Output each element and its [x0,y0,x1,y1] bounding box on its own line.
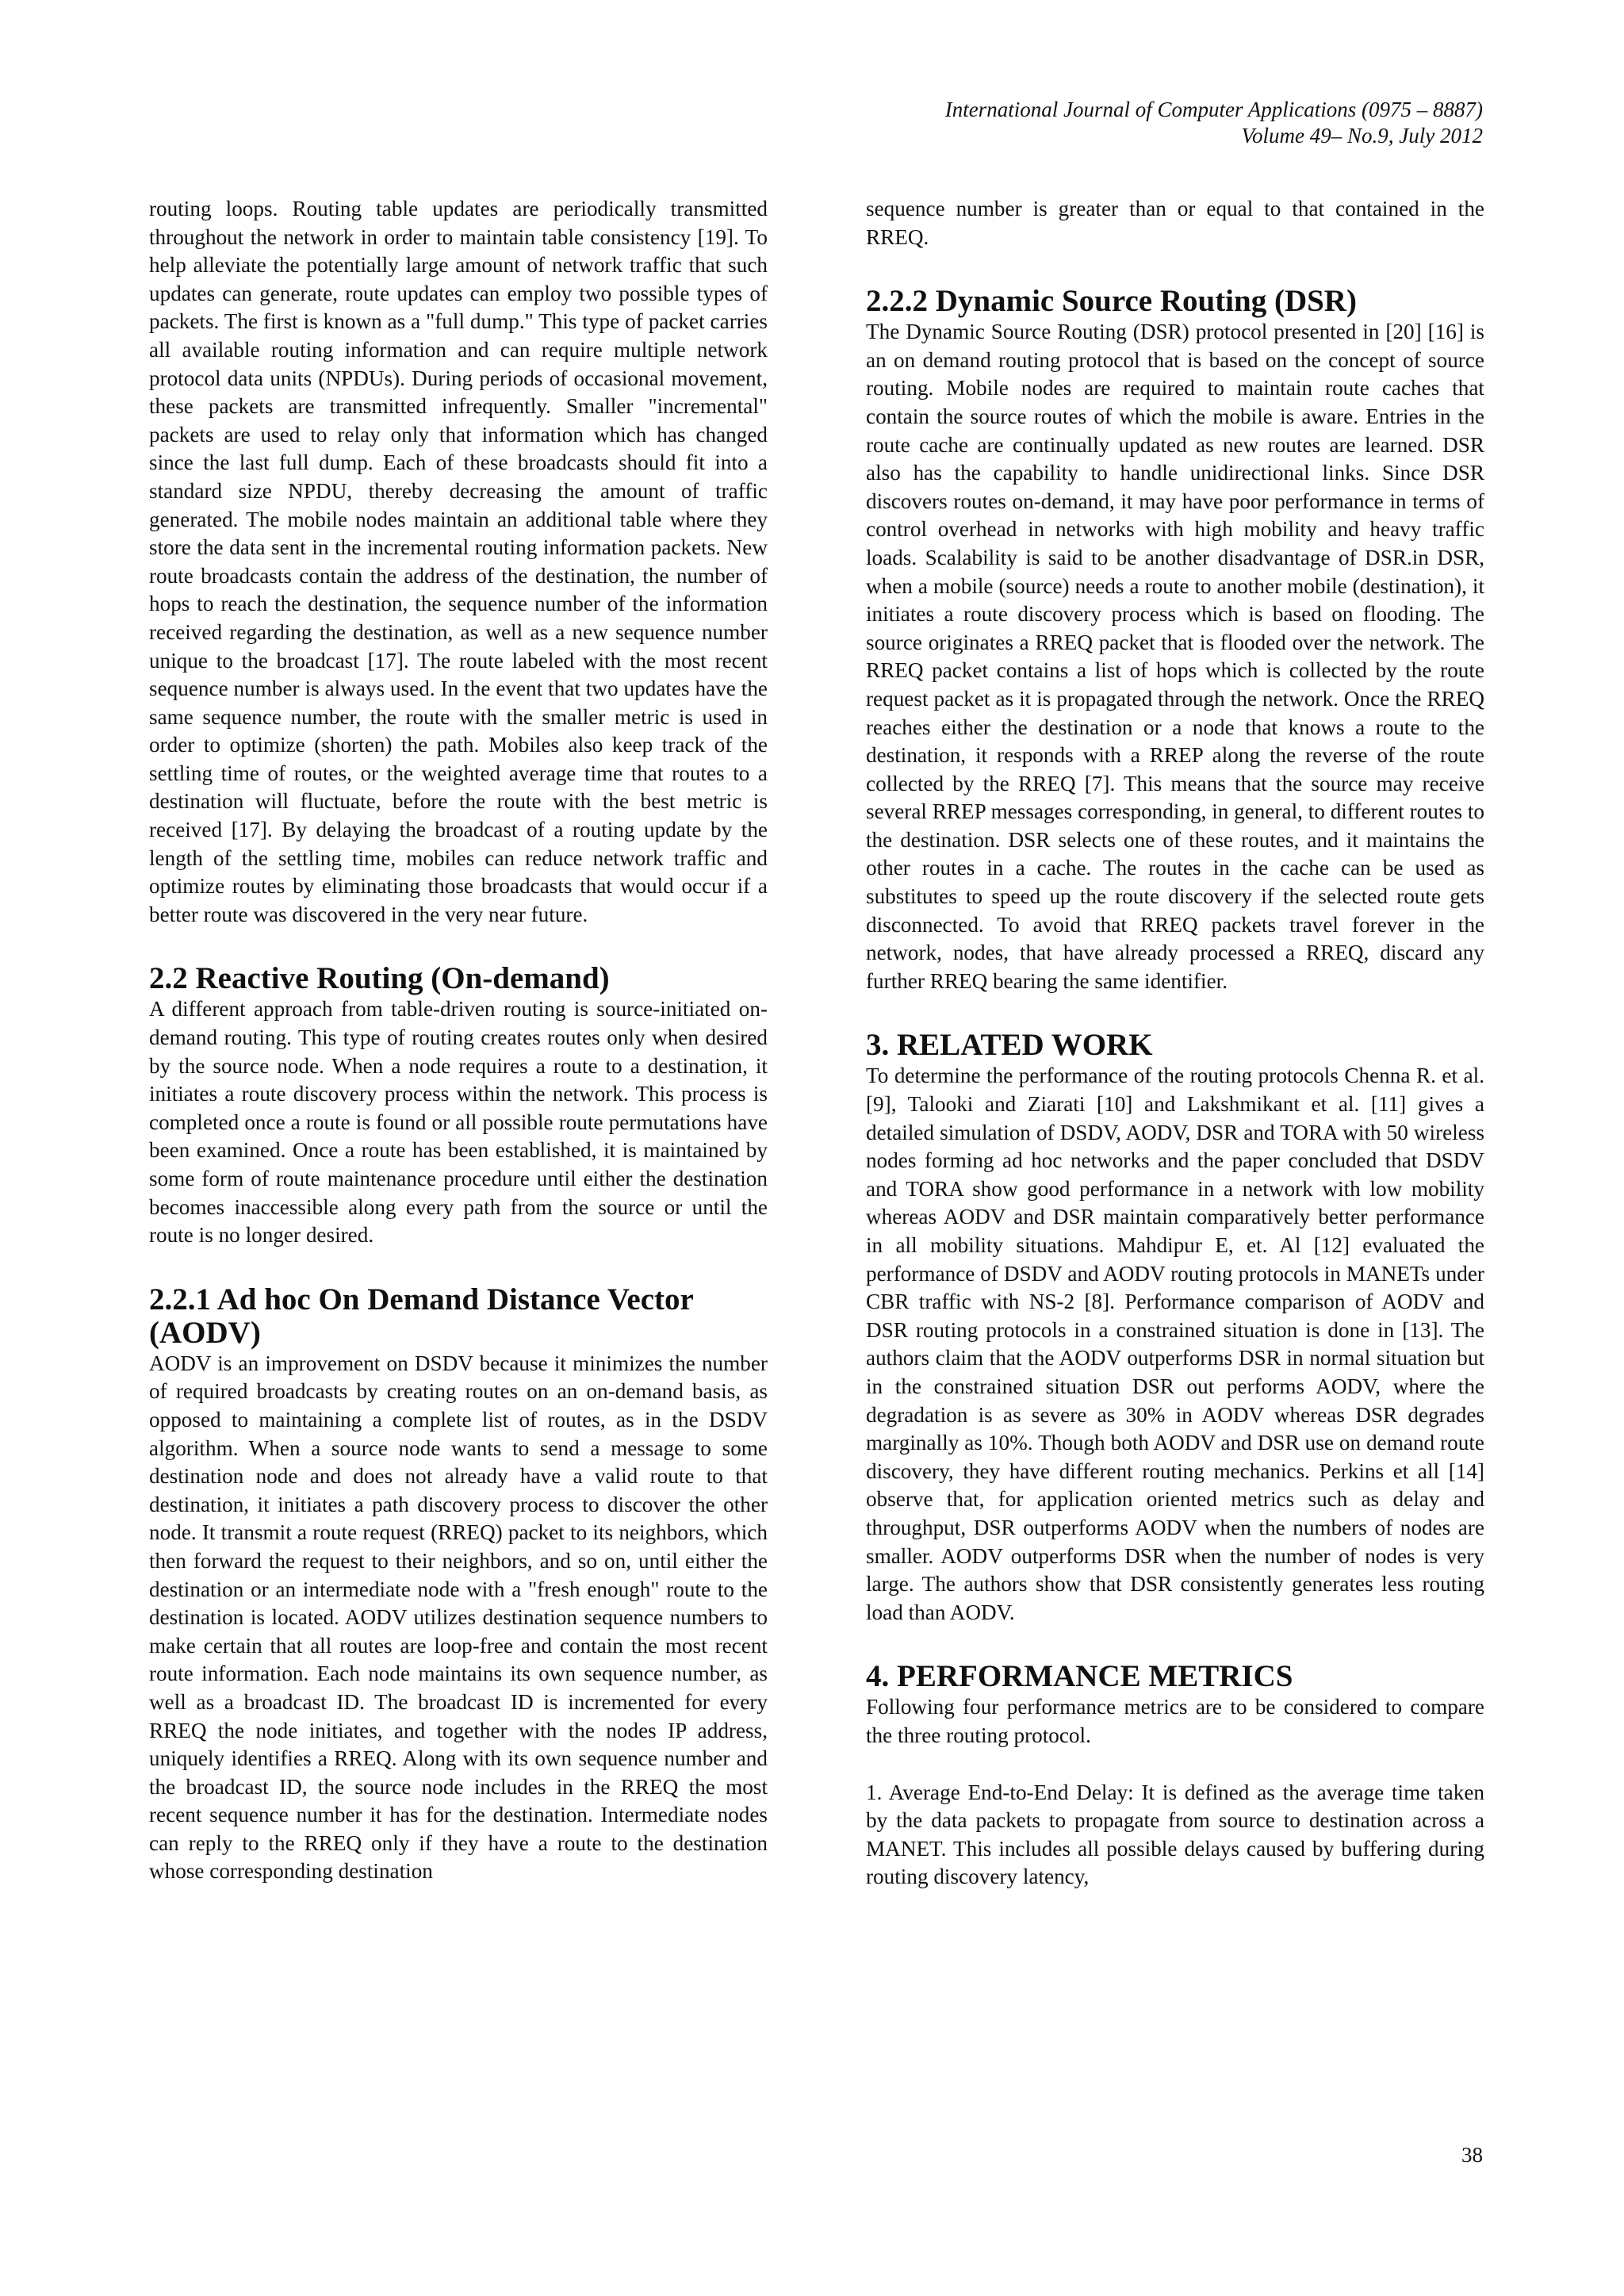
paragraph-related-work: To determine the performance of the routing protocols Chenna R. et al. [9], Talooki and Ziarati [10] and Lakshmikant et al. [11] gives a detailed simulation of DSDV, AODV, DSR and TORA with 50 wireless nodes forming ad hoc networks and the paper concluded that DSDV and TORA show good performance in a network with low mobility whereas AODV and DSR maintain comparatively better performance in all mobility situations. Mahdipur E, et. Al [12] evaluated the performance of DSDV and AODV routing protocols in MANETs under CBR traffic with NS-2 [8]. Performance comparison of AODV and DSR routing protocols in a constrained situation is done in [13]. The authors claim that the AODV outperforms DSR in normal situation but in the constrained situation DSR out performs AODV, where the degradation is as severe as 30% in AODV whereas DSR degrades marginally as 10%. Though both AODV and DSR use on demand route discovery, they have different routing mechanics. Perkins et all [14] observe that, for application oriented metrics such as delay and throughput, DSR outperforms AODV when the numbers of nodes are smaller. AODV outperforms DSR when the number of nodes is very large. The authors show that DSR consistently generates less routing load than AODV. [866,1064,1484,1624]
paragraph-reactive-routing: A different approach from table-driven routing is source-initiated on-demand routing. This type of routing creates routes only when desired by the source node. When a node requires a route to a destination, it initiates a route discovery process within the network. This process is completed once a route is found or all possible route permutations have been examined. Once a route has been established, it is maintained by some form of route maintenance procedure until either the destination becomes inaccessible along every path from the source or until the route is no longer desired. [149,997,768,1248]
right-column [866,195,1484,1892]
journal-header [769,97,1483,149]
heading-performance-metrics: 4. PERFORMANCE METRICS [866,1659,1293,1694]
heading-reactive-routing: 2.2 Reactive Routing (On-demand) [149,961,610,996]
heading-aodv: 2.2.1 Ad hoc On Demand Distance Vector (AODV) [149,1282,694,1350]
paragraph-aodv: AODV is an improvement on DSDV because it minimizes the number of required broadcasts by creating routes on an on-demand basis, as opposed to maintaining a complete list of routes, as in the DSDV algorithm. When a source node wants to send a message to some destination node and does not already have a valid route to that destination, it initiates a path discovery process to discover the other node. It transmit a route request (RREQ) packet to its neighbors, which then forward the request to their neighbors, and so on, until either the destination or an intermediate node with a "fresh enough" route to the destination is located. AODV utilizes destination sequence numbers to make certain that all routes are loop-free and contain the most recent route information. Each node maintains its own sequence number, as well as a broadcast ID. The broadcast ID is incremented for every RREQ the node initiates, and together with the nodes IP address, uniquely identifies a RREQ. Along with its own sequence number and the broadcast ID, the source node includes in the RREQ the most recent sequence number it has for the destination. Intermediate nodes can reply to the RREQ only if they have a route to the destination whose corresponding destination [149,1351,768,1884]
paragraph-aodv-continued: sequence number is greater than or equal to that contained in the RREQ. [866,197,1484,249]
journal-title: International Journal of Computer Applications (0975 – 8887) [944,98,1483,121]
page-number: 38 [1461,2143,1483,2167]
paragraph-metrics-intro: Following four performance metrics are to be considered to compare the three routing protocol. [866,1695,1484,1747]
paragraph-dsdv-continued: routing loops. Routing table updates are periodically transmitted throughout the network in order to maintain table consistency [19]. To help alleviate the potentially large amount of network traffic that such updates can generate, route updates can employ two possible types of packets. The first is known as a "full dump." This type of packet carries all available routing information and can require multiple network protocol data units (NPDUs). During periods of occasional movement, these packets are transmitted infrequently. Smaller "incremental" packets are used to relay only that information which has changed since the last full dump. Each of these broadcasts should fit into a standard size NPDU, thereby decreasing the amount of traffic generated. The mobile nodes maintain an additional table where they store the data sent in the incremental routing information packets. New route broadcasts contain the address of the destination, the number of hops to reach the destination, the sequence number of the information received regarding the destination, as well as a new sequence number unique to the broadcast [17]. The route labeled with the most recent sequence number is always used. In the event that two updates have the same sequence number, the route with the smaller metric is used in order to optimize (shorten) the path. Mobiles also keep track of the settling time of routes, or the weighted average time that routes to a destination will fluctuate, before the route with the best metric is received [17]. By delaying the broadcast of a routing update by the length of the settling time, mobiles can reduce network traffic and optimize routes by eliminating those broadcasts that would occur if a better route was discovered in the very near future. [149,197,768,926]
heading-dsr: 2.2.2 Dynamic Source Routing (DSR) [866,284,1357,319]
journal-volume: Volume 49– No.9, July 2012 [1241,124,1483,148]
paragraph-end-to-end-delay: 1. Average End-to-End Delay: It is defined as the average time taken by the data packets to propagate from source to destination across a MANET. This includes all possible delays caused by buffering during routing discovery latency, [866,1780,1484,1889]
heading-related-work: 3. RELATED WORK [866,1028,1153,1063]
paragraph-dsr: The Dynamic Source Routing (DSR) protocol presented in [20] [16] is an on demand routing protocol that is based on the concept of source routing. Mobile nodes are required to maintain route caches that contain the source routes of which the mobile is aware. Entries in the route cache are continually updated as new routes are learned. DSR also has the capability to handle unidirectional links. Since DSR discovers routes on-demand, it may have poor performance in terms of control overhead in networks with high mobility and heavy traffic loads. Scalability is said to be another disadvantage of DSR.in DSR, when a mobile (source) needs a route to another mobile (destination), it initiates a route discovery process which is based on flooding. The source originates a RREQ packet that is flooded over the network. The RREQ packet contains a list of hops which is collected by the route request packet as it is propagated through the network. Once the RREQ reaches either the destination or a node that knows a route to the destination, it responds with a RREP along the reverse of the route collected by the RREQ [7]. This means that the source may receive several RREP messages corresponding, in general, to different routes to the destination. DSR selects one of these routes, and it maintains the other routes in a cache. The routes in the cache can be used as substitutes to speed up the route discovery if the selected route gets disconnected. To avoid that RREQ packets travel forever in the network, nodes, that have already processed a RREQ, discard any further RREQ bearing the same identifier. [866,320,1484,993]
left-column [149,195,768,1886]
